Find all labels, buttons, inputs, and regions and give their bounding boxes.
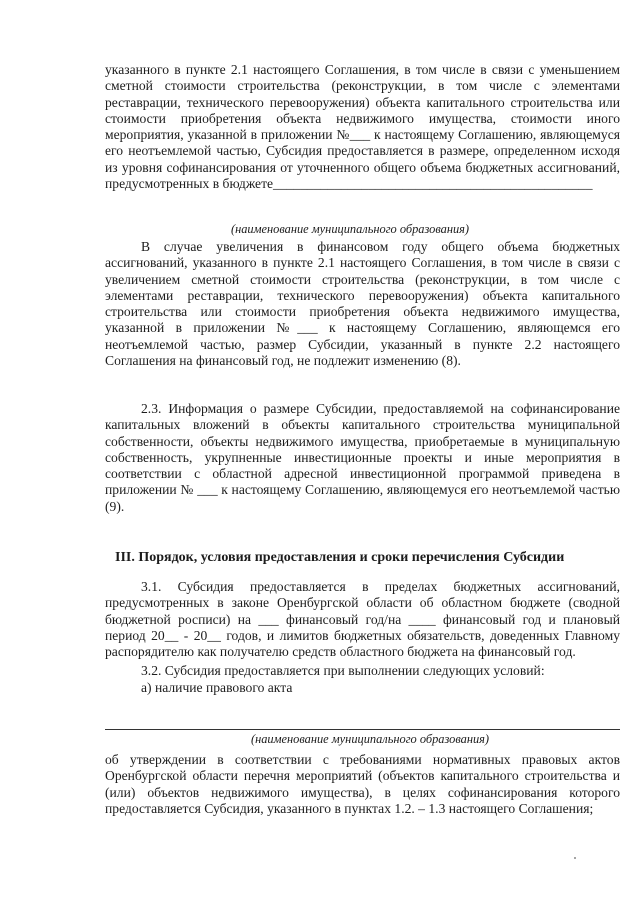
paragraph-3-2: 3.2. Субсидия предоставляется при выполнении следующих условий: bbox=[141, 663, 545, 678]
paragraph-subsidy-increase: В случае увеличения в финансовом году общего объема бюджетных ассигнований, указанного в пункте 2.1 настоящего Соглашения, в том числе в связи с увеличением сметной стоимости строительства (реконструкции, в том числе с элементами реставрации, технического перевооружения) объекта капитального строительства или стоимости приобретения объекта недвижимого имущества, указанной в приложении №___ к настоящему Соглашению, являющемся его неотъемлемой частью, размер Субсидии, указанный в пункте 2.2 настоящего Соглашения на финансовый год, не подлежит изменению (8). bbox=[105, 239, 620, 369]
scan-speck bbox=[574, 857, 576, 859]
blank-underline bbox=[105, 729, 620, 730]
paragraph-3-1: 3.1. Субсидия предоставляется в пределах бюджетных ассигнований, предусмотренных в законе Оренбургской области об областном бюджете (сводной бюджетной росписи) на ___ финансовый год/на ____ финансовый год и плановый период 20__ - 20__ годов, и лимитов бюджетных обязательств, доведенных Главному распорядителю как получателю средств областного бюджета на финансовый год. bbox=[105, 579, 620, 660]
caption-municipality-1: (наименование муниципального образования) bbox=[230, 222, 470, 236]
paragraph-subsidy-reduction: указанного в пункте 2.1 настоящего Соглашения, в том числе в связи с уменьшением сметной стоимости строительства (реконструкции, в том числе с элементами реставрации, технического перевооружения) объекта капитального строительства или стоимости приобретения объекта недвижимого имущества, стоимости иного мероприятия, указанной в приложении №___ к настоящему Соглашению, являющемуся его неотъемлемой частью, Субсидия предоставляется в размере, определенном исходя из уровня софинансирования от уточненного общего объема бюджетных ассигнований, предусмотренных в бюджете_______________________________________________ bbox=[105, 62, 620, 192]
paragraph-a-legal-act: а) наличие правового акта bbox=[141, 680, 293, 695]
section-heading-iii: III. Порядок, условия предоставления и сроки перечисления Субсидии bbox=[115, 550, 565, 565]
paragraph-2-3-information: 2.3. Информация о размере Субсидии, предоставляемой на софинансирование капитальных вложений в объекты капитального строительства муниципальной собственности, объекты недвижимого имущества, приобретаемые в муниципальную собственность, укрупненные инвестиционные проекты и иные мероприятия в соответствии с областной адресной инвестиционной программой приведена в приложении № ___ к настоящему Соглашению, являющемуся его неотъемлемой частью (9). bbox=[105, 401, 620, 514]
paragraph-approval: об утверждении в соответствии с требованиями нормативных правовых актов Оренбургской области перечня мероприятий (объектов капитального строительства и (или) объектов недвижимого имущества), в целях софинансирования которого предоставляется Субсидия, указанного в пунктах 1.2. – 1.3 настоящего Соглашения; bbox=[105, 752, 620, 816]
caption-municipality-2: (наименование муниципального образования) bbox=[250, 732, 490, 746]
